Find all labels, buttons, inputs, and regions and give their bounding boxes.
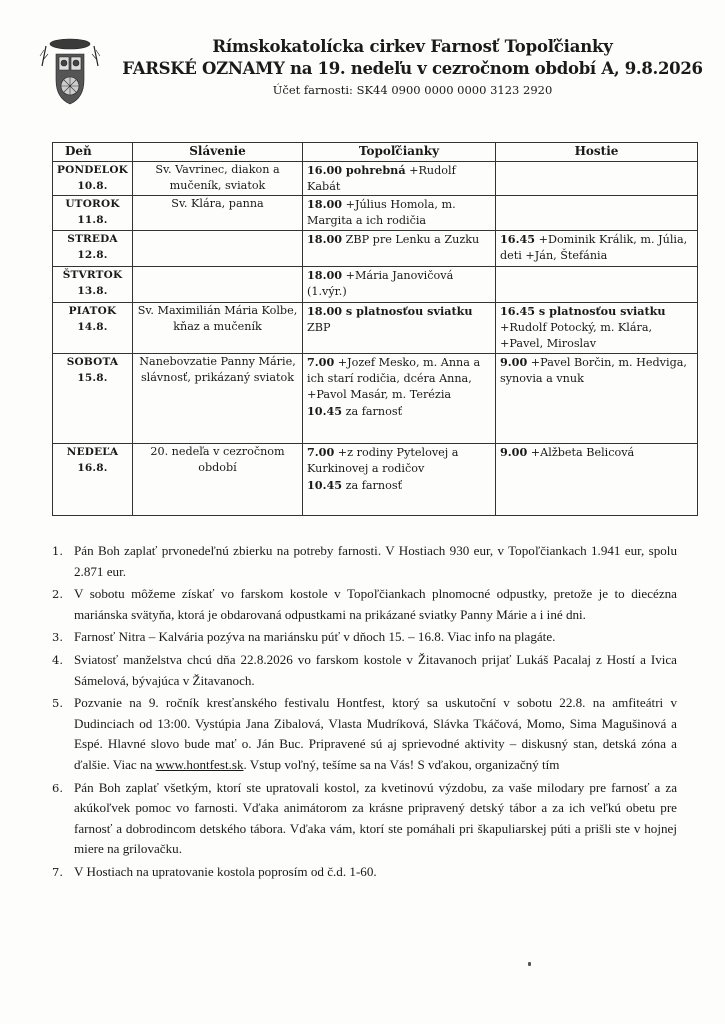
topolcianky-cell (303, 267, 496, 303)
table-header-row (53, 143, 698, 162)
parish-coat-of-arms-icon (38, 36, 102, 108)
mass-time: 9.00 (500, 355, 528, 369)
item-text: Pozvanie na 9. ročník kresťanského festivalu Hontfest, ktorý sa uskutoční v sobotu 22.8. na amfiteátri v Dudinciach od 13:00. Vystúpia Jana Zibalová, Vlasta Mudríková, Slávka Tkáčová, Momo, Sima Magušinová a Espé. Hlavné slovo bude mať o. Ján Buc. Pripravené sú aj sprievodné aktivity – diskusný stan, detská zóna a ďalšie. Viac na (74, 695, 677, 772)
celebration-cell (133, 231, 303, 267)
list-item (52, 693, 677, 775)
item-number: 4. (52, 652, 63, 667)
topolcianky-cell (303, 354, 496, 444)
list-item (52, 862, 677, 883)
mass-intention: +Pavel Borčin, m. Hedviga, synovia a vnuk (500, 356, 687, 385)
item-text: . Vstup voľný, tešíme sa na Vás! S vďakou, organizačný tím (243, 756, 560, 772)
mass-time: 16.45 s platnosťou sviatku (500, 304, 666, 318)
table-row (53, 303, 698, 354)
mass-intention: +Alžbeta Belicová (527, 446, 635, 459)
item-text: V Hostiach na upratovanie kostola poprosím od č.d. 1-60. (74, 863, 377, 879)
table-row (53, 354, 698, 444)
day-date: 11.8. (77, 214, 108, 226)
mass-time: 16.45 (500, 232, 536, 246)
day-name: ŠTVRTOK (62, 269, 123, 281)
topolcianky-cell (303, 196, 496, 231)
table-row (53, 444, 698, 516)
day-date: 10.8. (77, 180, 108, 192)
day-cell (53, 267, 133, 303)
mass-time: 9.00 (500, 445, 528, 459)
day-date: 16.8. (77, 462, 108, 474)
day-name: UTOROK (65, 198, 120, 210)
hostie-cell (496, 231, 698, 267)
topolcianky-cell (303, 231, 496, 267)
day-cell (53, 196, 133, 231)
mass-schedule-table (52, 142, 698, 516)
day-date: 12.8. (77, 249, 108, 261)
mass-time: 7.00 (307, 355, 335, 369)
item-number: 1. (52, 544, 63, 558)
item-number: 7. (52, 864, 63, 879)
celebration-cell (133, 267, 303, 303)
mass-intention: +Rudolf Kabát (307, 164, 456, 193)
mass-time: 18.00 (307, 232, 343, 246)
day-cell (53, 444, 133, 516)
day-name: PIATOK (68, 305, 117, 317)
list-item (52, 584, 677, 625)
hontfest-link[interactable]: www.hontfest.sk (155, 756, 244, 772)
list-item (52, 650, 677, 691)
table-row (53, 162, 698, 196)
item-number: 5. (52, 696, 63, 711)
announcements-list (52, 541, 677, 885)
hostie-cell (496, 303, 698, 354)
mass-intention: +Mária Janovičová (1.výr.) (307, 269, 454, 298)
header-topolcianky: Topoľčianky (303, 143, 496, 162)
list-item (52, 541, 677, 582)
parish-name: Rímskokatolícka cirkev Farnosť Topoľčianky (212, 37, 613, 56)
list-item (52, 778, 677, 860)
day-name: STREDA (67, 233, 118, 245)
page-header (110, 36, 715, 100)
celebration-cell: Sv. Klára, panna (133, 196, 303, 231)
celebration-cell: Sv. Vavrinec, diakon a mučeník, sviatok (133, 162, 303, 196)
header-hostie: Hostie (496, 143, 698, 162)
celebration-cell: Sv. Maximilián Mária Kolbe, kňaz a mučeník (133, 303, 303, 354)
paper-speck (528, 962, 531, 966)
celebration-cell: Nanebovzatie Panny Márie, slávnosť, prikázaný sviatok (133, 354, 303, 444)
item-text: Pán Boh zaplať prvonedeľnú zbierku na potreby farnosti. V Hostiach 930 eur, v Topoľčiankach 1.941 eur, spolu 2.871 eur. (74, 543, 677, 579)
mass-intention: +Dominik Králik, m. Júlia, deti +Ján, Štefánia (500, 233, 688, 262)
hostie-cell (496, 196, 698, 231)
mass-intention: za farnosť (342, 479, 403, 492)
list-item (52, 627, 677, 648)
hostie-cell (496, 354, 698, 444)
mass-time: 18.00 s platnosťou sviatku (307, 304, 473, 318)
day-cell (53, 303, 133, 354)
hostie-cell (496, 162, 698, 196)
mass-intention: +z rodiny Pytelovej a Kurkinovej a rodičov (307, 446, 459, 475)
day-cell (53, 231, 133, 267)
hostie-cell (496, 444, 698, 516)
mass-time: 18.00 (307, 197, 343, 211)
mass-intention: +Jozef Mesko, m. Anna a ich starí rodičia, dcéra Anna, +Pavol Masár, m. Terézia (307, 356, 481, 401)
day-date: 15.8. (77, 372, 108, 384)
page-title: FARSKÉ OZNAMY na 19. nedeľu v cezročnom období A, 9.8.2026 (122, 59, 703, 78)
topolcianky-cell (303, 444, 496, 516)
mass-intention: +Rudolf Potocký, m. Klára, +Pavel, Miroslav (500, 321, 653, 350)
mass-time: 10.45 (307, 404, 343, 418)
mass-time: 16.00 pohrebná (307, 163, 406, 177)
item-text: Pán Boh zaplať všetkým, ktorí ste upratovali kostol, za kvetinovú výzdobu, za vaše milodary pre farnosť a za akúkoľvek pomoc vo farnosti. Vďaka animátorom za krásne pripravený detský tábor a za ich veľkú obetu pre farnosť a dobrodincom detského tábora. Vďaka vám, ktorí ste pomáhali pri škapuliarskej púti a prišli ste v hojnej miere na grilovačku. (74, 779, 677, 857)
mass-intention: +Július Homola, m. Margita a ich rodičia (307, 198, 456, 227)
topolcianky-cell (303, 162, 496, 196)
day-cell (53, 354, 133, 444)
item-text: Farnosť Nitra – Kalvária pozýva na mariánsku púť v dňoch 15. – 16.8. Viac info na plagáte. (74, 629, 556, 645)
topolcianky-cell (303, 303, 496, 354)
header-day: Deň (53, 143, 133, 162)
parish-account: Účet farnosti: SK44 0900 0000 0000 3123 2920 (272, 83, 553, 97)
header-celebration: Slávenie (133, 143, 303, 162)
mass-time: 7.00 (307, 445, 335, 459)
day-name: PONDELOK (57, 164, 129, 176)
hostie-cell (496, 267, 698, 303)
day-date: 13.8. (77, 285, 108, 297)
day-name: NEDEĽA (66, 446, 119, 458)
item-text: V sobotu môžeme získať vo farskom kostole v Topoľčiankach plnomocné odpustky, pretože je to diecézna mariánska svätyňa, ktorá je obdarovaná odpustkami na prikázané sviatky Panny Márie a i iné dni. (74, 586, 677, 622)
celebration-cell: 20. nedeľa v cezročnom období (133, 444, 303, 516)
item-text: Sviatosť manželstva chcú dňa 22.8.2026 vo farskom kostole v Žitavanoch prijať Lukáš Pacalaj z Hostí a Ivica Sámelová, bývajúca v Žitavanoch. (74, 651, 677, 688)
day-date: 14.8. (77, 321, 108, 333)
table-row (53, 267, 698, 303)
table-row (53, 196, 698, 231)
day-cell (53, 162, 133, 196)
item-number: 6. (52, 780, 63, 795)
mass-intention: ZBP (307, 321, 331, 334)
mass-intention: ZBP pre Lenku a Zuzku (342, 233, 480, 246)
item-number: 3. (52, 630, 63, 645)
day-name: SOBOTA (66, 356, 119, 368)
item-number: 2. (52, 587, 63, 602)
table-row (53, 231, 698, 267)
mass-time: 18.00 (307, 268, 343, 282)
mass-time: 10.45 (307, 478, 343, 492)
mass-intention: za farnosť (342, 405, 403, 418)
